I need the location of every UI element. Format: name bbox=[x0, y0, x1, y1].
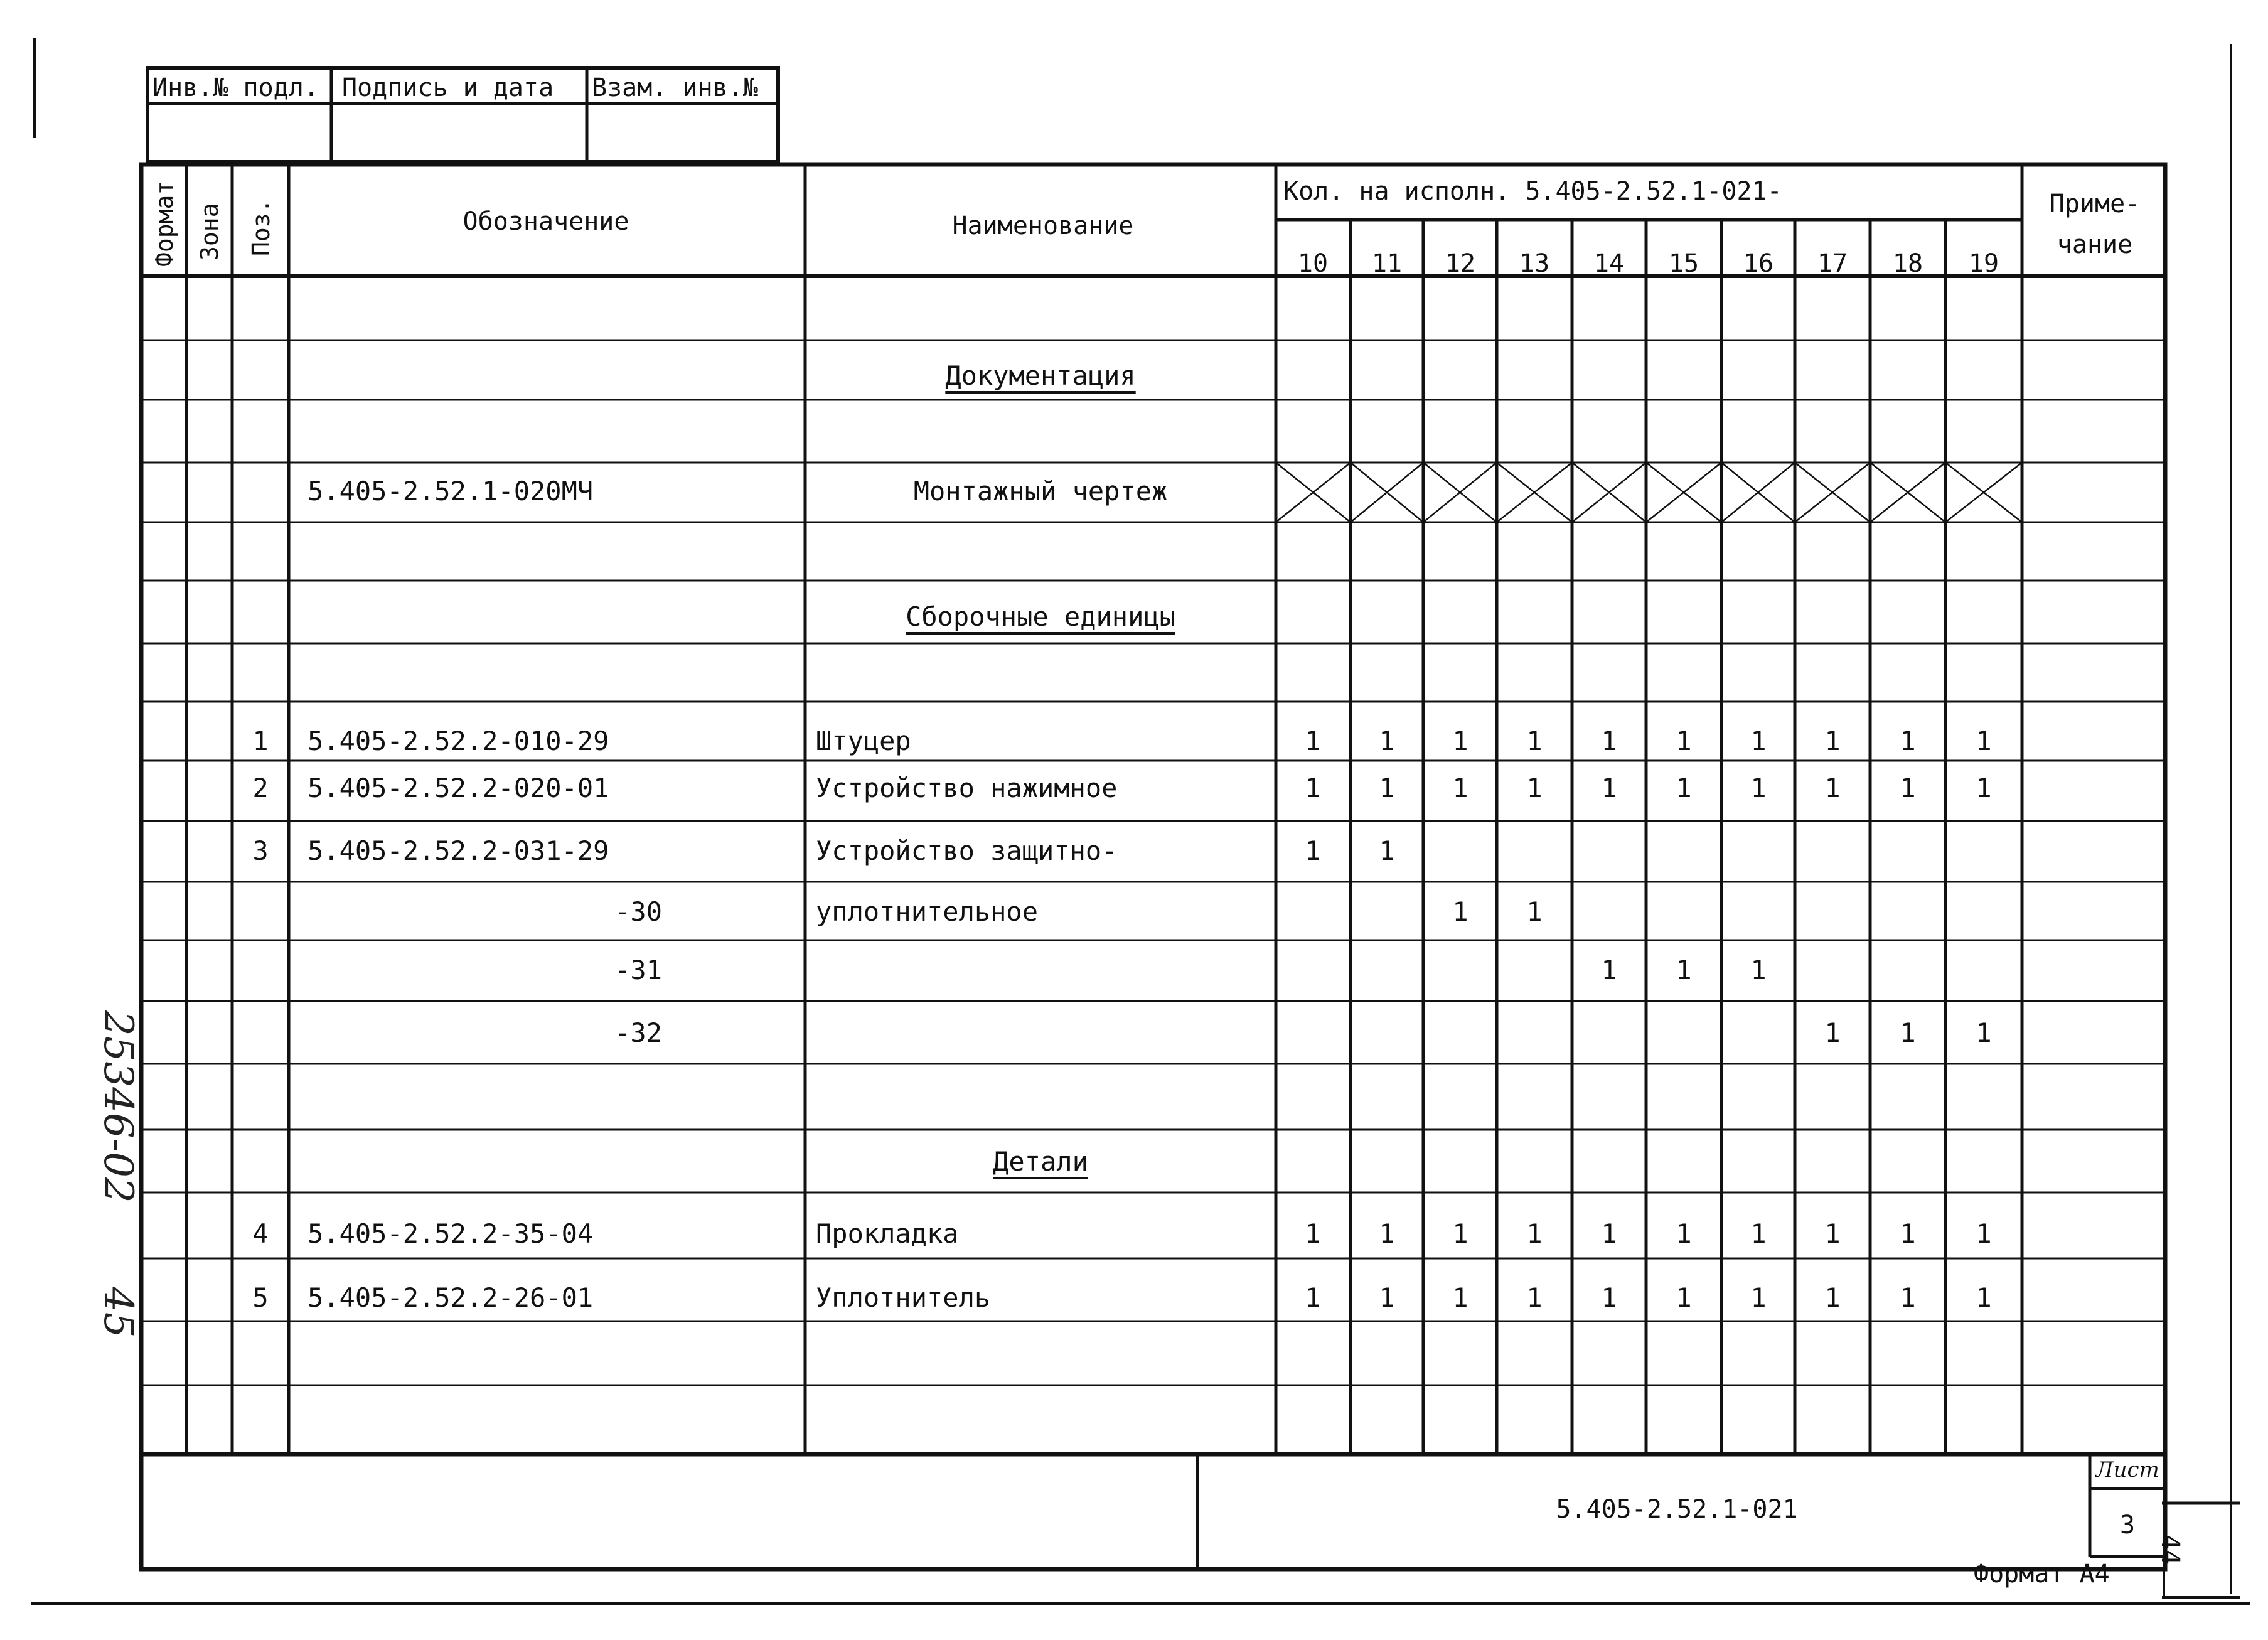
row-designation: 5.405-2.52.2-031-29 bbox=[308, 835, 609, 866]
header-name: Наименование bbox=[952, 212, 1134, 240]
title-block-code: 5.405-2.52.1-021 bbox=[1556, 1495, 1798, 1524]
row-qty-cell: 1 bbox=[1750, 726, 1767, 756]
row-qty-cell: 1 bbox=[1676, 773, 1692, 803]
header-format: Формат bbox=[151, 180, 178, 267]
row-qty-cell: 1 bbox=[1601, 726, 1617, 756]
variant-col-18: 18 bbox=[1892, 249, 1923, 278]
variant-col-19: 19 bbox=[1968, 249, 1999, 278]
row-name: Устройство нажимное bbox=[816, 773, 1118, 803]
row-position: 1 bbox=[252, 726, 269, 756]
row-qty-cell: 1 bbox=[1379, 773, 1395, 803]
doc-designation: 5.405-2.52.1-020МЧ bbox=[308, 476, 594, 506]
row-qty-cell: 1 bbox=[1379, 726, 1395, 756]
row-designation: 5.405-2.52.2-35-04 bbox=[308, 1218, 594, 1249]
row-qty-cell: 1 bbox=[1824, 1282, 1841, 1313]
row-qty-cell: 1 bbox=[1305, 1218, 1321, 1249]
row-designation: -30 bbox=[614, 896, 662, 927]
row-qty-cell: 1 bbox=[1824, 1218, 1841, 1249]
row-qty-cell: 1 bbox=[1976, 773, 1992, 803]
row-designation: -32 bbox=[614, 1017, 662, 1048]
row-qty-cell: 1 bbox=[1526, 1282, 1543, 1313]
section-parts: Детали bbox=[993, 1146, 1088, 1177]
variant-col-16: 16 bbox=[1743, 249, 1774, 278]
handwritten-page-number: 45 bbox=[95, 1287, 141, 1338]
row-name: Штуцер bbox=[816, 726, 911, 756]
row-qty-cell: 1 bbox=[1601, 1218, 1617, 1249]
header-note-line2: чание bbox=[2057, 230, 2133, 259]
row-designation: 5.405-2.52.2-020-01 bbox=[308, 773, 609, 803]
row-position: 5 bbox=[252, 1282, 269, 1313]
variant-col-12: 12 bbox=[1445, 249, 1476, 278]
row-name: Уплотнитель bbox=[816, 1282, 991, 1313]
row-qty-cell: 1 bbox=[1305, 773, 1321, 803]
row-qty-cell: 1 bbox=[1900, 1218, 1916, 1249]
header-zone: Зона bbox=[196, 203, 223, 260]
section-documentation: Документация bbox=[945, 360, 1136, 391]
row-designation: 5.405-2.52.2-26-01 bbox=[308, 1282, 594, 1313]
row-qty-cell: 1 bbox=[1900, 773, 1916, 803]
row-qty-cell: 1 bbox=[1750, 1282, 1767, 1313]
row-qty-cell: 1 bbox=[1601, 1282, 1617, 1313]
format-label: Формат А4 bbox=[1974, 1560, 2110, 1589]
row-qty-cell: 1 bbox=[1601, 773, 1617, 803]
row-qty-cell: 1 bbox=[1750, 773, 1767, 803]
row-qty-cell: 1 bbox=[1601, 955, 1617, 985]
row-designation: 5.405-2.52.2-010-29 bbox=[308, 726, 609, 756]
row-qty-cell: 1 bbox=[1676, 726, 1692, 756]
row-qty-cell: 1 bbox=[1452, 896, 1468, 927]
edge-number: 44 bbox=[2156, 1535, 2185, 1565]
row-qty-cell: 1 bbox=[1452, 1218, 1468, 1249]
row-qty-cell: 1 bbox=[1379, 1218, 1395, 1249]
sheet-label: Лист bbox=[2095, 1457, 2159, 1482]
row-qty-cell: 1 bbox=[1900, 1017, 1916, 1048]
row-name: Устройство защитно- bbox=[816, 835, 1118, 866]
stamp-inv-podl: Инв.№ подл. bbox=[152, 73, 319, 102]
row-qty-cell: 1 bbox=[1900, 726, 1916, 756]
variant-col-10: 10 bbox=[1297, 249, 1329, 278]
row-qty-cell: 1 bbox=[1379, 1282, 1395, 1313]
row-qty-cell: 1 bbox=[1452, 726, 1468, 756]
handwritten-archive-number: 25346-02 bbox=[95, 1010, 141, 1203]
row-position: 3 bbox=[252, 835, 269, 866]
doc-name: Монтажный чертеж bbox=[913, 476, 1168, 506]
row-qty-cell: 1 bbox=[1676, 1218, 1692, 1249]
variant-col-11: 11 bbox=[1371, 249, 1403, 278]
row-qty-cell: 1 bbox=[1526, 773, 1543, 803]
row-qty-cell: 1 bbox=[1824, 1017, 1841, 1048]
sheet-number: 3 bbox=[2119, 1511, 2136, 1540]
header-note-line1: Приме- bbox=[2049, 190, 2141, 218]
row-qty-cell: 1 bbox=[1526, 896, 1543, 927]
stamp-signature-date: Подпись и дата bbox=[342, 73, 554, 102]
row-qty-cell: 1 bbox=[1305, 835, 1321, 866]
row-qty-cell: 1 bbox=[1452, 773, 1468, 803]
row-qty-cell: 1 bbox=[1526, 1218, 1543, 1249]
row-qty-cell: 1 bbox=[1976, 726, 1992, 756]
row-qty-cell: 1 bbox=[1976, 1017, 1992, 1048]
variant-col-14: 14 bbox=[1593, 249, 1625, 278]
stamp-vzam-inv: Взам. инв.№ bbox=[592, 73, 758, 102]
row-qty-cell: 1 bbox=[1824, 726, 1841, 756]
header-designation: Обозначение bbox=[463, 207, 629, 236]
row-qty-cell: 1 bbox=[1379, 835, 1395, 866]
row-position: 2 bbox=[252, 773, 269, 803]
row-qty-cell: 1 bbox=[1976, 1282, 1992, 1313]
row-qty-cell: 1 bbox=[1676, 955, 1692, 985]
row-qty-cell: 1 bbox=[1750, 1218, 1767, 1249]
variant-col-13: 13 bbox=[1519, 249, 1550, 278]
row-qty-cell: 1 bbox=[1976, 1218, 1992, 1249]
variant-col-17: 17 bbox=[1817, 249, 1848, 278]
row-qty-cell: 1 bbox=[1305, 1282, 1321, 1313]
header-pos: Поз. bbox=[247, 198, 275, 256]
row-name: уплотнительное bbox=[816, 896, 1039, 927]
row-qty-cell: 1 bbox=[1900, 1282, 1916, 1313]
variant-col-15: 15 bbox=[1668, 249, 1699, 278]
row-position: 4 bbox=[252, 1218, 269, 1249]
header-qty-title: Кол. на исполн. 5.405-2.52.1-021- bbox=[1283, 177, 1782, 206]
row-designation: -31 bbox=[614, 955, 662, 985]
row-name: Прокладка bbox=[816, 1218, 959, 1249]
row-qty-cell: 1 bbox=[1305, 726, 1321, 756]
row-qty-cell: 1 bbox=[1824, 773, 1841, 803]
row-qty-cell: 1 bbox=[1452, 1282, 1468, 1313]
section-assemblies: Сборочные единицы bbox=[906, 601, 1175, 632]
row-qty-cell: 1 bbox=[1526, 726, 1543, 756]
row-qty-cell: 1 bbox=[1676, 1282, 1692, 1313]
row-qty-cell: 1 bbox=[1750, 955, 1767, 985]
